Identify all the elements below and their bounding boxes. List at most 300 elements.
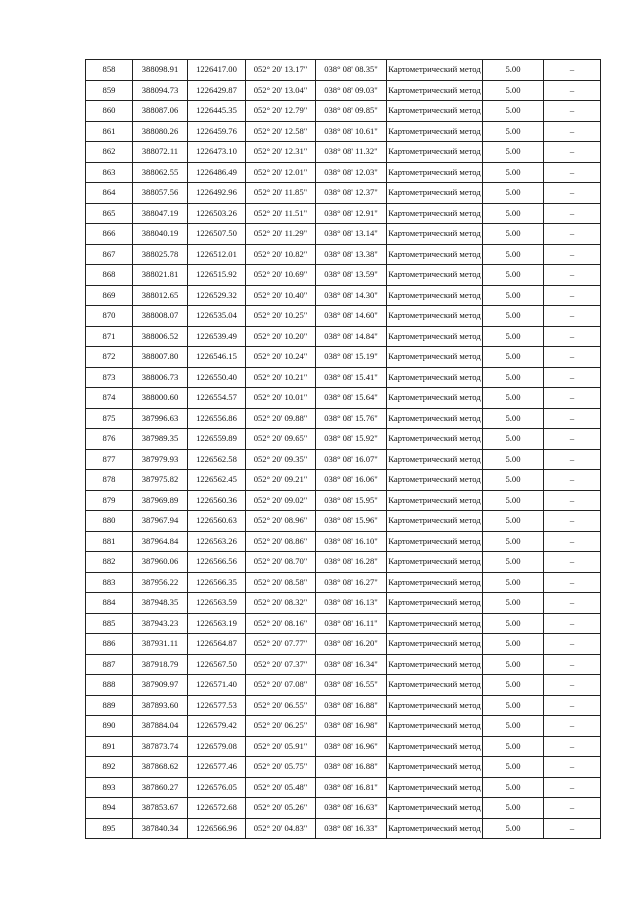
cell-method: Картометрический метод bbox=[387, 101, 483, 122]
cell-accuracy: 5.00 bbox=[483, 470, 544, 491]
table-row bbox=[86, 695, 601, 716]
cell-note: – bbox=[544, 654, 601, 675]
cell-note: – bbox=[544, 757, 601, 778]
cell-accuracy: 5.00 bbox=[483, 162, 544, 183]
cell-coord-x: 388047.19 bbox=[133, 203, 188, 224]
cell-coord-x: 387853.67 bbox=[133, 798, 188, 819]
cell-coord-y: 1226473.10 bbox=[188, 142, 246, 163]
cell-longitude: 038° 08' 15.96" bbox=[316, 511, 387, 532]
cell-note: – bbox=[544, 285, 601, 306]
table-row bbox=[86, 326, 601, 347]
cell-coord-x: 387893.60 bbox=[133, 695, 188, 716]
cell-method: Картометрический метод bbox=[387, 60, 483, 81]
cell-coord-y: 1226535.04 bbox=[188, 306, 246, 327]
cell-point-number: 861 bbox=[86, 121, 133, 142]
cell-latitude: 052° 20' 13.04" bbox=[246, 80, 316, 101]
cell-point-number: 862 bbox=[86, 142, 133, 163]
cell-accuracy: 5.00 bbox=[483, 511, 544, 532]
table-row bbox=[86, 367, 601, 388]
table-row bbox=[86, 121, 601, 142]
cell-longitude: 038° 08' 15.76" bbox=[316, 408, 387, 429]
cell-method: Картометрический метод bbox=[387, 326, 483, 347]
table-row bbox=[86, 675, 601, 696]
cell-note: – bbox=[544, 101, 601, 122]
cell-method: Картометрический метод bbox=[387, 634, 483, 655]
cell-point-number: 871 bbox=[86, 326, 133, 347]
cell-accuracy: 5.00 bbox=[483, 101, 544, 122]
cell-coord-y: 1226566.56 bbox=[188, 552, 246, 573]
cell-latitude: 052° 20' 07.37" bbox=[246, 654, 316, 675]
table-row bbox=[86, 203, 601, 224]
cell-accuracy: 5.00 bbox=[483, 613, 544, 634]
table-row bbox=[86, 818, 601, 839]
cell-latitude: 052° 20' 10.25" bbox=[246, 306, 316, 327]
cell-latitude: 052° 20' 10.40" bbox=[246, 285, 316, 306]
cell-point-number: 860 bbox=[86, 101, 133, 122]
cell-accuracy: 5.00 bbox=[483, 429, 544, 450]
cell-note: – bbox=[544, 777, 601, 798]
cell-coord-y: 1226560.36 bbox=[188, 490, 246, 511]
cell-longitude: 038° 08' 16.20" bbox=[316, 634, 387, 655]
cell-coord-x: 387975.82 bbox=[133, 470, 188, 491]
cell-latitude: 052° 20' 06.55" bbox=[246, 695, 316, 716]
cell-coord-x: 387960.06 bbox=[133, 552, 188, 573]
cell-point-number: 859 bbox=[86, 80, 133, 101]
cell-longitude: 038° 08' 16.96" bbox=[316, 736, 387, 757]
cell-note: – bbox=[544, 121, 601, 142]
cell-method: Картометрический метод bbox=[387, 818, 483, 839]
cell-coord-y: 1226515.92 bbox=[188, 265, 246, 286]
cell-latitude: 052° 20' 08.96" bbox=[246, 511, 316, 532]
table-row bbox=[86, 285, 601, 306]
cell-note: – bbox=[544, 244, 601, 265]
cell-method: Картометрический метод bbox=[387, 798, 483, 819]
cell-accuracy: 5.00 bbox=[483, 347, 544, 368]
cell-point-number: 866 bbox=[86, 224, 133, 245]
table-row bbox=[86, 244, 601, 265]
cell-method: Картометрический метод bbox=[387, 572, 483, 593]
cell-coord-x: 387884.04 bbox=[133, 716, 188, 737]
cell-note: – bbox=[544, 593, 601, 614]
cell-latitude: 052° 20' 10.21" bbox=[246, 367, 316, 388]
cell-point-number: 879 bbox=[86, 490, 133, 511]
cell-latitude: 052° 20' 06.25" bbox=[246, 716, 316, 737]
cell-longitude: 038° 08' 16.55" bbox=[316, 675, 387, 696]
cell-point-number: 865 bbox=[86, 203, 133, 224]
cell-coord-x: 388012.65 bbox=[133, 285, 188, 306]
cell-method: Картометрический метод bbox=[387, 654, 483, 675]
cell-point-number: 881 bbox=[86, 531, 133, 552]
cell-longitude: 038° 08' 16.07" bbox=[316, 449, 387, 470]
cell-accuracy: 5.00 bbox=[483, 60, 544, 81]
cell-accuracy: 5.00 bbox=[483, 183, 544, 204]
cell-coord-y: 1226550.40 bbox=[188, 367, 246, 388]
cell-latitude: 052° 20' 12.31" bbox=[246, 142, 316, 163]
cell-latitude: 052° 20' 08.32" bbox=[246, 593, 316, 614]
cell-longitude: 038° 08' 16.81" bbox=[316, 777, 387, 798]
cell-note: – bbox=[544, 162, 601, 183]
cell-coord-x: 388098.91 bbox=[133, 60, 188, 81]
cell-point-number: 880 bbox=[86, 511, 133, 532]
cell-longitude: 038° 08' 10.61" bbox=[316, 121, 387, 142]
cell-note: – bbox=[544, 388, 601, 409]
cell-latitude: 052° 20' 10.82" bbox=[246, 244, 316, 265]
table-row bbox=[86, 593, 601, 614]
cell-coord-x: 388000.60 bbox=[133, 388, 188, 409]
cell-latitude: 052° 20' 08.86" bbox=[246, 531, 316, 552]
cell-coord-y: 1226459.76 bbox=[188, 121, 246, 142]
cell-accuracy: 5.00 bbox=[483, 388, 544, 409]
table-row bbox=[86, 142, 601, 163]
cell-accuracy: 5.00 bbox=[483, 490, 544, 511]
cell-coord-y: 1226566.96 bbox=[188, 818, 246, 839]
cell-longitude: 038° 08' 13.38" bbox=[316, 244, 387, 265]
cell-note: – bbox=[544, 60, 601, 81]
cell-note: – bbox=[544, 572, 601, 593]
cell-latitude: 052° 20' 10.20" bbox=[246, 326, 316, 347]
cell-note: – bbox=[544, 552, 601, 573]
cell-longitude: 038° 08' 16.63" bbox=[316, 798, 387, 819]
cell-point-number: 874 bbox=[86, 388, 133, 409]
cell-accuracy: 5.00 bbox=[483, 306, 544, 327]
cell-point-number: 887 bbox=[86, 654, 133, 675]
cell-longitude: 038° 08' 16.10" bbox=[316, 531, 387, 552]
cell-method: Картометрический метод bbox=[387, 162, 483, 183]
cell-coord-y: 1226579.08 bbox=[188, 736, 246, 757]
cell-latitude: 052° 20' 09.02" bbox=[246, 490, 316, 511]
cell-note: – bbox=[544, 224, 601, 245]
cell-coord-y: 1226566.35 bbox=[188, 572, 246, 593]
cell-point-number: 888 bbox=[86, 675, 133, 696]
cell-method: Картометрический метод bbox=[387, 716, 483, 737]
cell-point-number: 875 bbox=[86, 408, 133, 429]
cell-method: Картометрический метод bbox=[387, 675, 483, 696]
cell-coord-y: 1226560.63 bbox=[188, 511, 246, 532]
cell-coord-y: 1226429.87 bbox=[188, 80, 246, 101]
cell-accuracy: 5.00 bbox=[483, 736, 544, 757]
cell-longitude: 038° 08' 16.34" bbox=[316, 654, 387, 675]
cell-note: – bbox=[544, 613, 601, 634]
cell-method: Картометрический метод bbox=[387, 80, 483, 101]
cell-coord-y: 1226445.35 bbox=[188, 101, 246, 122]
cell-accuracy: 5.00 bbox=[483, 593, 544, 614]
cell-method: Картометрический метод bbox=[387, 511, 483, 532]
cell-latitude: 052° 20' 10.01" bbox=[246, 388, 316, 409]
cell-point-number: 864 bbox=[86, 183, 133, 204]
table-row bbox=[86, 634, 601, 655]
cell-note: – bbox=[544, 634, 601, 655]
cell-accuracy: 5.00 bbox=[483, 449, 544, 470]
cell-note: – bbox=[544, 306, 601, 327]
cell-latitude: 052° 20' 10.24" bbox=[246, 347, 316, 368]
cell-latitude: 052° 20' 09.35" bbox=[246, 449, 316, 470]
cell-coord-x: 387996.63 bbox=[133, 408, 188, 429]
cell-coord-y: 1226556.86 bbox=[188, 408, 246, 429]
cell-method: Картометрический метод bbox=[387, 757, 483, 778]
cell-longitude: 038° 08' 16.06" bbox=[316, 470, 387, 491]
cell-coord-y: 1226571.40 bbox=[188, 675, 246, 696]
cell-accuracy: 5.00 bbox=[483, 654, 544, 675]
cell-accuracy: 5.00 bbox=[483, 408, 544, 429]
cell-coord-y: 1226546.15 bbox=[188, 347, 246, 368]
cell-coord-x: 387979.93 bbox=[133, 449, 188, 470]
cell-method: Картометрический метод bbox=[387, 306, 483, 327]
cell-latitude: 052° 20' 12.58" bbox=[246, 121, 316, 142]
cell-accuracy: 5.00 bbox=[483, 552, 544, 573]
cell-accuracy: 5.00 bbox=[483, 142, 544, 163]
cell-accuracy: 5.00 bbox=[483, 818, 544, 839]
cell-method: Картометрический метод bbox=[387, 285, 483, 306]
cell-method: Картометрический метод bbox=[387, 490, 483, 511]
cell-coord-y: 1226492.96 bbox=[188, 183, 246, 204]
cell-method: Картометрический метод bbox=[387, 777, 483, 798]
cell-method: Картометрический метод bbox=[387, 142, 483, 163]
cell-latitude: 052° 20' 08.16" bbox=[246, 613, 316, 634]
cell-longitude: 038° 08' 16.33" bbox=[316, 818, 387, 839]
cell-note: – bbox=[544, 736, 601, 757]
cell-note: – bbox=[544, 695, 601, 716]
cell-coord-x: 387868.62 bbox=[133, 757, 188, 778]
table-row bbox=[86, 224, 601, 245]
cell-coord-y: 1226554.57 bbox=[188, 388, 246, 409]
cell-point-number: 895 bbox=[86, 818, 133, 839]
cell-coord-y: 1226507.50 bbox=[188, 224, 246, 245]
cell-coord-y: 1226564.87 bbox=[188, 634, 246, 655]
cell-latitude: 052° 20' 08.58" bbox=[246, 572, 316, 593]
cell-coord-x: 387840.34 bbox=[133, 818, 188, 839]
cell-latitude: 052° 20' 09.65" bbox=[246, 429, 316, 450]
cell-latitude: 052° 20' 12.79" bbox=[246, 101, 316, 122]
cell-coord-x: 388021.81 bbox=[133, 265, 188, 286]
cell-coord-x: 387964.84 bbox=[133, 531, 188, 552]
cell-point-number: 886 bbox=[86, 634, 133, 655]
cell-method: Картометрический метод bbox=[387, 265, 483, 286]
table-row bbox=[86, 511, 601, 532]
cell-accuracy: 5.00 bbox=[483, 716, 544, 737]
cell-accuracy: 5.00 bbox=[483, 326, 544, 347]
cell-coord-x: 388040.19 bbox=[133, 224, 188, 245]
cell-coord-x: 387909.97 bbox=[133, 675, 188, 696]
cell-point-number: 873 bbox=[86, 367, 133, 388]
table-row bbox=[86, 429, 601, 450]
cell-note: – bbox=[544, 675, 601, 696]
cell-coord-y: 1226577.46 bbox=[188, 757, 246, 778]
cell-method: Картометрический метод bbox=[387, 429, 483, 450]
table-row bbox=[86, 80, 601, 101]
cell-point-number: 883 bbox=[86, 572, 133, 593]
table-row bbox=[86, 736, 601, 757]
cell-latitude: 052° 20' 05.48" bbox=[246, 777, 316, 798]
cell-coord-y: 1226417.00 bbox=[188, 60, 246, 81]
cell-accuracy: 5.00 bbox=[483, 285, 544, 306]
cell-coord-x: 388062.55 bbox=[133, 162, 188, 183]
cell-accuracy: 5.00 bbox=[483, 80, 544, 101]
cell-longitude: 038° 08' 14.60" bbox=[316, 306, 387, 327]
cell-accuracy: 5.00 bbox=[483, 367, 544, 388]
cell-longitude: 038° 08' 12.91" bbox=[316, 203, 387, 224]
cell-point-number: 882 bbox=[86, 552, 133, 573]
cell-point-number: 858 bbox=[86, 60, 133, 81]
cell-method: Картометрический метод bbox=[387, 736, 483, 757]
cell-accuracy: 5.00 bbox=[483, 572, 544, 593]
cell-method: Картометрический метод bbox=[387, 695, 483, 716]
cell-coord-x: 388094.73 bbox=[133, 80, 188, 101]
cell-coord-y: 1226559.89 bbox=[188, 429, 246, 450]
cell-note: – bbox=[544, 716, 601, 737]
cell-coord-x: 387943.23 bbox=[133, 613, 188, 634]
cell-latitude: 052° 20' 07.77" bbox=[246, 634, 316, 655]
cell-longitude: 038° 08' 09.85" bbox=[316, 101, 387, 122]
cell-method: Картометрический метод bbox=[387, 470, 483, 491]
cell-longitude: 038° 08' 14.30" bbox=[316, 285, 387, 306]
cell-coord-y: 1226562.58 bbox=[188, 449, 246, 470]
cell-coord-y: 1226563.59 bbox=[188, 593, 246, 614]
cell-coord-y: 1226512.01 bbox=[188, 244, 246, 265]
table-body bbox=[86, 60, 601, 839]
cell-point-number: 884 bbox=[86, 593, 133, 614]
cell-note: – bbox=[544, 798, 601, 819]
cell-longitude: 038° 08' 16.27" bbox=[316, 572, 387, 593]
cell-latitude: 052° 20' 11.85" bbox=[246, 183, 316, 204]
cell-coord-x: 388057.56 bbox=[133, 183, 188, 204]
table-row bbox=[86, 347, 601, 368]
table-row bbox=[86, 531, 601, 552]
cell-note: – bbox=[544, 490, 601, 511]
cell-note: – bbox=[544, 429, 601, 450]
cell-latitude: 052° 20' 13.17" bbox=[246, 60, 316, 81]
cell-note: – bbox=[544, 449, 601, 470]
cell-point-number: 892 bbox=[86, 757, 133, 778]
cell-longitude: 038° 08' 13.14" bbox=[316, 224, 387, 245]
table-row bbox=[86, 183, 601, 204]
cell-point-number: 894 bbox=[86, 798, 133, 819]
cell-coord-x: 388007.80 bbox=[133, 347, 188, 368]
cell-method: Картометрический метод bbox=[387, 613, 483, 634]
cell-coord-x: 387931.11 bbox=[133, 634, 188, 655]
cell-latitude: 052° 20' 09.21" bbox=[246, 470, 316, 491]
cell-longitude: 038° 08' 15.92" bbox=[316, 429, 387, 450]
cell-longitude: 038° 08' 09.03" bbox=[316, 80, 387, 101]
cell-latitude: 052° 20' 11.29" bbox=[246, 224, 316, 245]
cell-longitude: 038° 08' 16.13" bbox=[316, 593, 387, 614]
cell-coord-y: 1226576.05 bbox=[188, 777, 246, 798]
cell-method: Картометрический метод bbox=[387, 367, 483, 388]
cell-longitude: 038° 08' 12.03" bbox=[316, 162, 387, 183]
cell-point-number: 893 bbox=[86, 777, 133, 798]
cell-longitude: 038° 08' 15.95" bbox=[316, 490, 387, 511]
cell-longitude: 038° 08' 15.41" bbox=[316, 367, 387, 388]
cell-method: Картометрический метод bbox=[387, 408, 483, 429]
cell-latitude: 052° 20' 05.75" bbox=[246, 757, 316, 778]
cell-longitude: 038° 08' 12.37" bbox=[316, 183, 387, 204]
cell-note: – bbox=[544, 80, 601, 101]
cell-accuracy: 5.00 bbox=[483, 265, 544, 286]
cell-method: Картометрический метод bbox=[387, 552, 483, 573]
cell-note: – bbox=[544, 203, 601, 224]
cell-accuracy: 5.00 bbox=[483, 531, 544, 552]
cell-accuracy: 5.00 bbox=[483, 675, 544, 696]
cell-point-number: 868 bbox=[86, 265, 133, 286]
cell-longitude: 038° 08' 16.11" bbox=[316, 613, 387, 634]
cell-latitude: 052° 20' 10.69" bbox=[246, 265, 316, 286]
cell-coord-x: 387967.94 bbox=[133, 511, 188, 532]
cell-point-number: 877 bbox=[86, 449, 133, 470]
cell-longitude: 038° 08' 16.88" bbox=[316, 695, 387, 716]
cell-note: – bbox=[544, 265, 601, 286]
cell-accuracy: 5.00 bbox=[483, 777, 544, 798]
cell-coord-x: 388087.06 bbox=[133, 101, 188, 122]
cell-method: Картометрический метод bbox=[387, 593, 483, 614]
cell-accuracy: 5.00 bbox=[483, 695, 544, 716]
cell-latitude: 052° 20' 07.08" bbox=[246, 675, 316, 696]
cell-coord-x: 388025.78 bbox=[133, 244, 188, 265]
cell-longitude: 038° 08' 13.59" bbox=[316, 265, 387, 286]
table-row bbox=[86, 490, 601, 511]
table-row bbox=[86, 408, 601, 429]
cell-coord-x: 387989.35 bbox=[133, 429, 188, 450]
table-row bbox=[86, 470, 601, 491]
cell-accuracy: 5.00 bbox=[483, 203, 544, 224]
cell-coord-x: 388006.73 bbox=[133, 367, 188, 388]
cell-coord-y: 1226529.32 bbox=[188, 285, 246, 306]
cell-coord-y: 1226577.53 bbox=[188, 695, 246, 716]
cell-coord-x: 387969.89 bbox=[133, 490, 188, 511]
cell-accuracy: 5.00 bbox=[483, 224, 544, 245]
cell-latitude: 052° 20' 09.88" bbox=[246, 408, 316, 429]
cell-latitude: 052° 20' 05.91" bbox=[246, 736, 316, 757]
cell-note: – bbox=[544, 326, 601, 347]
cell-coord-y: 1226572.68 bbox=[188, 798, 246, 819]
cell-note: – bbox=[544, 511, 601, 532]
cell-method: Картометрический метод bbox=[387, 203, 483, 224]
cell-point-number: 863 bbox=[86, 162, 133, 183]
cell-point-number: 890 bbox=[86, 716, 133, 737]
table-row bbox=[86, 716, 601, 737]
cell-note: – bbox=[544, 408, 601, 429]
cell-coord-x: 388008.07 bbox=[133, 306, 188, 327]
table-row bbox=[86, 757, 601, 778]
cell-accuracy: 5.00 bbox=[483, 121, 544, 142]
cell-coord-y: 1226563.19 bbox=[188, 613, 246, 634]
cell-latitude: 052° 20' 05.26" bbox=[246, 798, 316, 819]
table-row bbox=[86, 388, 601, 409]
cell-longitude: 038° 08' 14.84" bbox=[316, 326, 387, 347]
cell-point-number: 889 bbox=[86, 695, 133, 716]
cell-coord-x: 388080.26 bbox=[133, 121, 188, 142]
cell-coord-x: 387873.74 bbox=[133, 736, 188, 757]
cell-longitude: 038° 08' 15.19" bbox=[316, 347, 387, 368]
cell-method: Картометрический метод bbox=[387, 449, 483, 470]
coordinates-table bbox=[85, 59, 601, 839]
cell-accuracy: 5.00 bbox=[483, 757, 544, 778]
cell-coord-x: 387948.35 bbox=[133, 593, 188, 614]
cell-method: Картометрический метод bbox=[387, 121, 483, 142]
cell-coord-y: 1226486.49 bbox=[188, 162, 246, 183]
cell-coord-x: 388072.11 bbox=[133, 142, 188, 163]
table-row bbox=[86, 654, 601, 675]
table-row bbox=[86, 572, 601, 593]
table-row bbox=[86, 552, 601, 573]
cell-latitude: 052° 20' 04.83" bbox=[246, 818, 316, 839]
cell-point-number: 878 bbox=[86, 470, 133, 491]
cell-note: – bbox=[544, 531, 601, 552]
cell-note: – bbox=[544, 183, 601, 204]
cell-coord-y: 1226567.50 bbox=[188, 654, 246, 675]
table-row bbox=[86, 162, 601, 183]
cell-longitude: 038° 08' 16.88" bbox=[316, 757, 387, 778]
cell-coord-x: 388006.52 bbox=[133, 326, 188, 347]
cell-point-number: 869 bbox=[86, 285, 133, 306]
